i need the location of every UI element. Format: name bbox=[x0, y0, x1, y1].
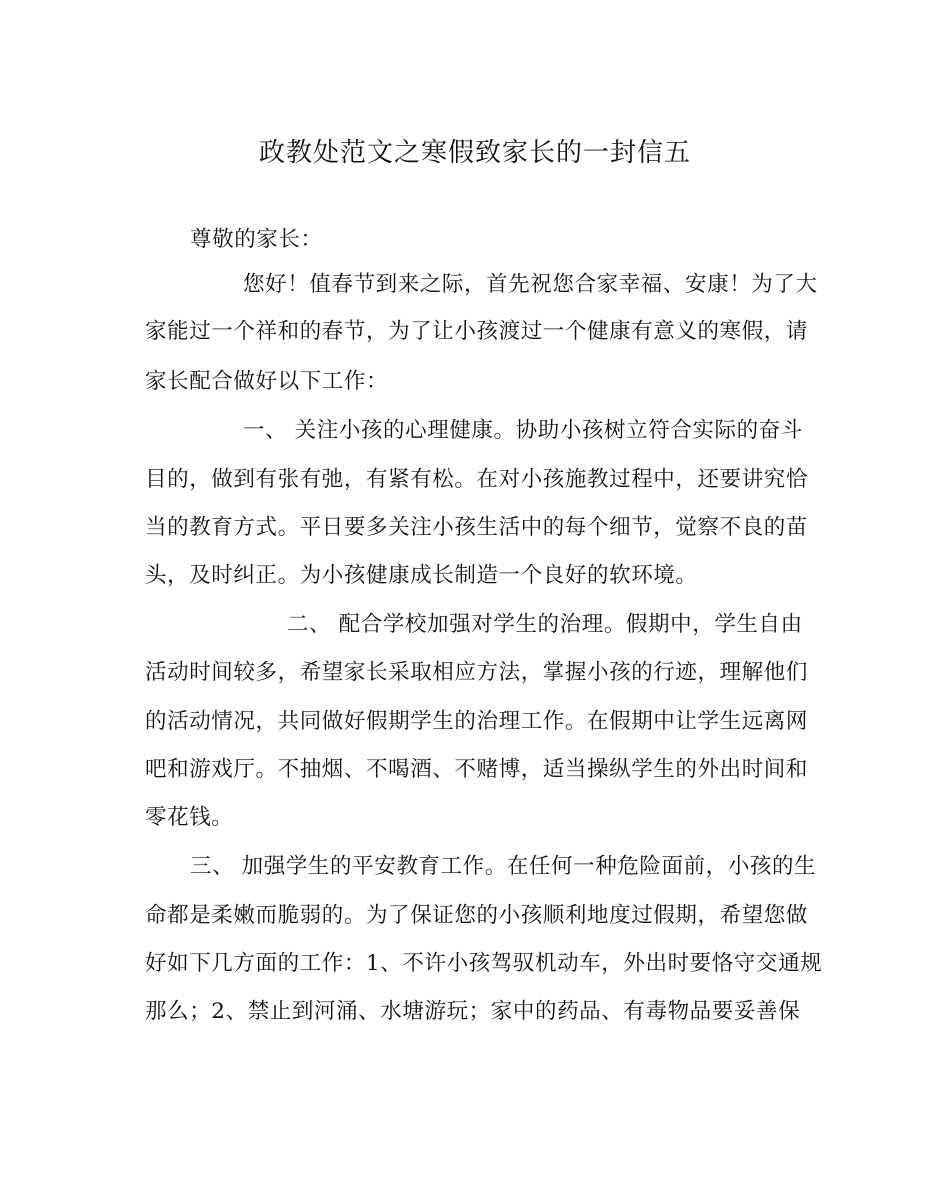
body-line: 那么；2、禁止到河涌、水塘游玩；家中的药品、有毒物品要妥善保 bbox=[145, 999, 801, 1024]
salutation: 尊敬的家长： bbox=[190, 227, 323, 252]
body-line: 家能过一个祥和的春节，为了让小孩渡过一个健康有意义的寒假，请 bbox=[145, 319, 809, 344]
body-line: 头，及时纠正。为小孩健康成长制造一个良好的软环境。 bbox=[145, 563, 698, 588]
section-2-heading-line: 二、 配合学校加强对学生的治理。假期中，学生自由 bbox=[287, 612, 803, 637]
body-line: 家长配合做好以下工作： bbox=[145, 369, 389, 394]
body-line: 吧和游戏厅。不抽烟、不喝酒、不赌博，适当操纵学生的外出时间和 bbox=[145, 757, 809, 782]
body-line: 您好！值春节到来之际，首先祝您合家幸福、安康！为了大 bbox=[243, 272, 818, 297]
body-line: 当的教育方式。平日要多关注小孩生活中的每个细节，觉察不良的苗 bbox=[145, 515, 809, 540]
body-line: 零花钱。 bbox=[145, 805, 234, 830]
section-3-heading-line: 三、 加强学生的平安教育工作。在任何一种危险面前，小孩的生 bbox=[190, 854, 817, 879]
body-line: 活动时间较多，希望家长采取相应方法，掌握小孩的行迹，理解他们 bbox=[145, 660, 809, 685]
section-1-heading-line: 一、 关注小孩的心理健康。协助小孩树立符合实际的奋斗 bbox=[243, 418, 803, 443]
body-line: 目的，做到有张有弛，有紧有松。在对小孩施教过程中，还要讲究恰 bbox=[145, 467, 809, 492]
body-line: 命都是柔嫩而脆弱的。为了保证您的小孩顺利地度过假期，希望您做 bbox=[145, 903, 809, 928]
body-line: 的活动情况，共同做好假期学生的治理工作。在假期中让学生远离网 bbox=[145, 709, 809, 734]
body-line: 好如下几方面的工作：1、不许小孩驾驭机动车，外出时要恪守交通规 bbox=[145, 951, 823, 976]
document-title: 政教处范文之寒假致家长的一封信五 bbox=[258, 138, 691, 168]
